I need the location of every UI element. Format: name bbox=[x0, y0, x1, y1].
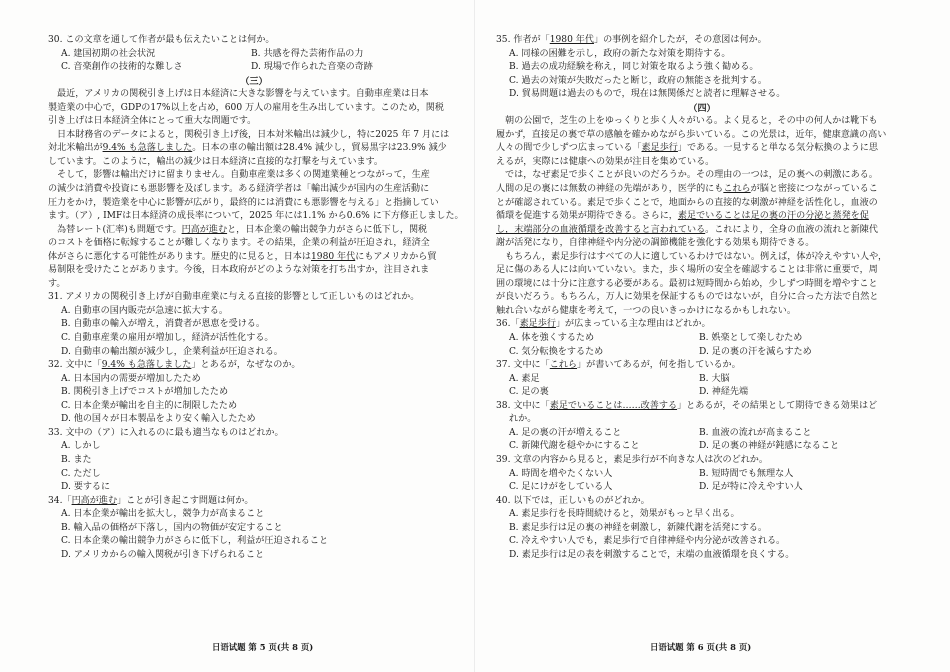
q35-option-d: D. 貿易問題は過去のもので，現在は無関係だと読者に理解させる。 bbox=[509, 89, 786, 100]
page-footer-left: 日语试题 第 5 页(共 8 页) bbox=[212, 642, 314, 652]
passage4-p3-line2: 足に傷のある人には向いていない。また，歩く場所の安全を確認することは非常に重要で，周 bbox=[496, 265, 878, 276]
underlined-sentence-part2: し，末端部分の血液循環を改善すると言われている bbox=[496, 224, 706, 235]
passage3-p2-line1: 日本財務省のデータによると，関税引き上げ後，日本対米輸出は減少し，特に2025 年 7 月には bbox=[57, 129, 450, 140]
q37-stem: 37. 文中に「これら」が書いてあるが，何を指しているか。 bbox=[496, 360, 741, 371]
passage4-p1-line3: 人々の間で少しずつ広まっている「素足歩行」である。一見すると単なる気分転換のように思 bbox=[496, 143, 878, 154]
q40-option-d: D. 素足歩行は足の表を刺激することで，末端の血液循環を良くする。 bbox=[509, 549, 795, 560]
q38-option-d: D. 足の裏の神経が鈍感になること bbox=[699, 441, 840, 452]
q39-option-b: B. 短時間でも無理な人 bbox=[699, 468, 794, 479]
q35-underlined-phrase: 1980 年代 bbox=[549, 35, 594, 45]
right-column bbox=[496, 34, 908, 562]
q31-stem: 31. アメリカの関税引き上げが自動車産業に与える直接的影響として正しいものはどれか。 bbox=[48, 292, 420, 303]
q34-option-d: D. アメリカからの輸入関税が引き下げられること bbox=[61, 549, 265, 560]
q38-option-a: A. 足の裏の汗が増えること bbox=[509, 427, 622, 438]
q35-option-b: B. 過去の成功経験を称え，同じ対策を取るよう強く勧める。 bbox=[509, 62, 759, 73]
q32-option-d: D. 他の国々が日本製品をより安く輸入したため bbox=[61, 414, 256, 425]
passage4-p2-line3: とが確認されている。素足で歩くことで，地面からの直接的な刺激が神経を活性化し，血液の bbox=[496, 197, 878, 208]
q39-options-row1 bbox=[496, 468, 908, 482]
q36-options-row1 bbox=[496, 332, 908, 346]
page-footer-right: 日语试题 第 6 页(共 8 页) bbox=[650, 642, 752, 652]
q36-option-a: A. 体を強くするため bbox=[509, 333, 595, 344]
q40-option-b: B. 素足歩行は足の裏の神経を刺激し，新陳代謝を活発にする。 bbox=[509, 522, 767, 533]
q36-option-d: D. 足の裏の汗を減らすため bbox=[699, 346, 812, 357]
q31-option-c: C. 自動車産業の雇用が増加し，経済が活性化する。 bbox=[61, 333, 274, 344]
passage4-p1-line1: 朝の公園で，芝生の上をゆっくりと歩く人々がいる。よく見ると，その中の何人かは靴下も bbox=[505, 116, 878, 127]
q30-stem: 30. この文章を通して作者が最も伝えたいことは何か。 bbox=[48, 35, 275, 45]
q30-option-b: B. 共感を得た芸術作品の力 bbox=[251, 48, 364, 59]
passage3-p4-line5: す。 bbox=[48, 278, 66, 289]
passage3-p3-line3: 圧力をかけ，製造業を中心に影響が広がり，最終的には消費にも悪影響を与える」と指摘してい bbox=[48, 197, 439, 208]
passage4-p3-line4: が良いだろう。もちろん，万人に効果を保証するものではないが，自分に合った方法で自然と bbox=[496, 292, 879, 303]
passage3-p3-line1: そして，影響は輸出だけに留まりません。自動車産業は多くの関連業種とつながって，生産 bbox=[57, 170, 430, 181]
passage4-p1-line2: 履かず，直接足の裏で草の感触を確かめながら歩いている。この光景は，近年，健康意識の高い bbox=[496, 129, 887, 140]
q39-options-row2 bbox=[496, 481, 908, 495]
underlined-sentence-part1: 素足でいることは足の裏の汗の分泌と蒸発を促 bbox=[677, 211, 869, 222]
q32-underlined-phrase: 9.4% も急落しました bbox=[101, 360, 192, 371]
q38-options-row1 bbox=[496, 427, 908, 441]
q37-option-b: B. 大脳 bbox=[699, 373, 730, 384]
section-3-heading: （三） bbox=[240, 75, 268, 87]
q37-options-row1 bbox=[496, 373, 908, 387]
q39-option-d: D. 足が特に冷えやすい人 bbox=[699, 482, 803, 493]
passage4-p2-line6: 謝が活発になり，自律神経や内分泌の調節機能を強化する効果も期待できる。 bbox=[496, 238, 815, 249]
q32-option-b: B. 関税引き上げでコストが増加したため bbox=[61, 387, 229, 398]
q36-stem: 36.「素足歩行」が広まっている主な理由はどれか。 bbox=[496, 319, 711, 330]
passage4-p1-line4: えるが，実際には健康への効果が注目を集めている。 bbox=[496, 156, 715, 167]
q37-option-d: D. 神経先端 bbox=[699, 387, 749, 398]
q33-option-a: A. しかし bbox=[61, 441, 101, 452]
q33-stem: 33. 文中の（ア）に入れるのに最も適当なものはどれか。 bbox=[48, 427, 284, 438]
q34-option-c: C. 日本企業の輸出競争力がさらに低下し，利益が圧迫されること bbox=[61, 536, 329, 547]
passage3-p2-line2: 対北米輸出が9.4% も急落しました。日本の車の輸出額は28.4% 減少し，貿易黒字は23.9% 減少 bbox=[48, 143, 447, 154]
passage3-p1-line3: 引き上げは日本経済全体にとって重大な問題です。 bbox=[48, 116, 257, 127]
q39-stem: 39. 文章の内容から見ると，素足歩行が不向きな人は次のどれか。 bbox=[496, 454, 768, 465]
q31-option-d: D. 自動車の輸出額が減少し，企業利益が圧迫される。 bbox=[61, 346, 283, 357]
q38-underlined-phrase: 素足でいることは……改善する bbox=[549, 400, 678, 411]
q31-option-a: A. 自動車の国内販売が急速に拡大する。 bbox=[61, 305, 228, 316]
passage4-p2-line1: では，なぜ素足で歩くことが良いのだろうか。その理由の一つは，足の裏への刺激にある。 bbox=[505, 170, 878, 181]
q40-option-a: A. 素足歩行を長時間続けると，効果がもっと早く出る。 bbox=[509, 509, 740, 520]
q30-option-d: D. 現場で作られた音楽の奇跡 bbox=[251, 62, 373, 73]
passage3-p2-line3: しています。このように，輸出の減少は日本経済に直接的な打撃を与えています。 bbox=[48, 156, 384, 167]
q34-option-b: B. 輸入品の価格が下落し，国内の物価が安定すること bbox=[61, 522, 283, 533]
q36-option-c: C. 気分転換をするため bbox=[509, 346, 604, 357]
q37-underlined-phrase: これら bbox=[549, 360, 578, 371]
passage3-p3-line4: ます。（ア）, IMFは日本経済の成長率について，2025 年には1.1% から0.6% に下方修正しました。 bbox=[48, 211, 464, 222]
q31-option-b: B. 自動車の輸入が増え，消費者が恩恵を受ける。 bbox=[61, 319, 265, 330]
q36-options-row2 bbox=[496, 346, 908, 360]
passage3-p1-line1: 最近，アメリカの関税引き上げは日本経済に大きな影響を与えています。自動車産業は日本 bbox=[57, 89, 429, 100]
q33-option-d: D. 要するに bbox=[61, 482, 111, 493]
q39-option-a: A. 時間を増やたくない人 bbox=[509, 468, 613, 479]
q34-stem: 34.「円高が進む」ことが引き起こす問題は何か。 bbox=[48, 495, 254, 506]
passage3-p3-line2: の減少は消費や投資にも悪影響を及ぼします。ある経済学者は「輸出減少が国内の生産活動に bbox=[48, 184, 430, 195]
q38-option-b: B. 血液の流れが高まること bbox=[699, 427, 812, 438]
left-column bbox=[48, 34, 464, 562]
q37-option-c: C. 足の裏 bbox=[509, 387, 549, 398]
q36-option-b: B. 娯楽として楽しむため bbox=[699, 333, 803, 344]
passage4-p2-line5: し，末端部分の血液循環を改善すると言われている。これにより，全身の血液の流れと新陳代 bbox=[496, 224, 878, 235]
q32-option-c: C. 日本企業が輸出を自主的に制限したため bbox=[61, 400, 238, 411]
passage3-p4-line3: 体がさらに悪化する可能性があります。歴史的に見ると，日本は1980 年代にもアメリカから貿 bbox=[48, 251, 437, 262]
q30-option-c: C. 音楽創作の技術的な難しさ bbox=[61, 62, 183, 73]
q34-option-a: A. 日本企業が輸出を拡大し，競争力が高まること bbox=[61, 509, 265, 520]
page-fold-divider bbox=[474, 0, 475, 672]
q38-option-c: C. 新陳代謝を穏やかにすること bbox=[509, 441, 640, 452]
q37-option-a: A. 素足 bbox=[509, 373, 540, 384]
underlined-yen-appreciation: 円高が進む bbox=[181, 224, 228, 235]
q30-options-row2 bbox=[48, 61, 460, 75]
q35-option-c: C. 過去の対策が失敗だったと断じ，政府の無能さを批判する。 bbox=[509, 75, 767, 86]
q36-underlined-phrase: 素足歩行 bbox=[519, 319, 556, 330]
q38-stem: 38. 文中に「素足でいることは……改善する」とあるが，その結果として期待できる効果はど bbox=[496, 400, 878, 411]
passage3-p4-line4: 易制限を受けたことがあります。今後，日本政府がどのような対策を打ち出すか，注目されま bbox=[48, 265, 430, 276]
q35-option-a: A. 同様の困難を示し，政府の新たな対策を期待する。 bbox=[509, 48, 731, 59]
q32-option-a: A. 日本国内の需要が増加したため bbox=[61, 373, 201, 384]
passage3-p4-line1: 為替レート(汇率)も問題です。円高が進むと，日本企業の輸出競争力がさらに低下し，関税 bbox=[57, 224, 428, 235]
section-4-heading: （四） bbox=[688, 102, 716, 114]
q37-options-row2 bbox=[496, 386, 908, 400]
q32-stem: 32. 文中に「9.4% も急落しました」とあるが，なぜなのか。 bbox=[48, 360, 301, 371]
underlined-korera: これら bbox=[723, 184, 751, 195]
underlined-barefoot-walking: 素足歩行 bbox=[641, 143, 678, 154]
passage3-p1-line2: 製造業の中心で，GDPの17%以上を占め，600 万人の雇用を生み出しています。このため，関税 bbox=[48, 102, 444, 113]
q35-stem: 35. 作者が「1980 年代」の事例を紹介したが，その意図は何か。 bbox=[496, 35, 767, 45]
q34-underlined-phrase: 円高が進む bbox=[71, 495, 118, 506]
q39-option-c: C. 足にけがをしている人 bbox=[509, 482, 613, 493]
passage4-p2-line4: 循環を促進する効果が期待できる。さらに，素足でいることは足の裏の汗の分泌と蒸発を促 bbox=[496, 211, 869, 222]
q38-options-row2 bbox=[496, 440, 908, 454]
q33-option-c: C. ただし bbox=[61, 468, 101, 479]
underlined-1980s: 1980 年代 bbox=[311, 251, 356, 262]
passage4-p2-line2: 人間の足の裏には無数の神経の先端があり，医学的にもこれらが脳と密接につながっているこ bbox=[496, 184, 878, 195]
q40-stem: 40. 以下では，正しいものがどれか。 bbox=[496, 495, 650, 506]
underlined-9-4-percent: 9.4% も急落しました bbox=[102, 143, 193, 154]
q30-option-a: A. 建国初期の社会状況 bbox=[61, 48, 156, 59]
passage3-p4-line2: のコストを価格に転嫁することが難しくなります。その結果，企業の利益が圧迫され，経済全 bbox=[48, 238, 430, 249]
q38-stem-line2: れか。 bbox=[509, 414, 537, 425]
passage4-p3-line3: 囲の環境には十分に注意する必要がある。最初は短時間から始め，少しずつ時間を増やすこと bbox=[496, 278, 878, 289]
q30-options-row1 bbox=[48, 48, 460, 62]
passage4-p3-line5: 触れ合いながら健康を考えて，一つの良いきっかけになるかもしれない。 bbox=[496, 305, 796, 316]
q33-option-b: B. また bbox=[61, 454, 92, 465]
passage4-p3-line1: もちろん，素足歩行はすべての人に適しているわけではない。例えば，体が冷えやすい人や， bbox=[505, 251, 888, 262]
q40-option-c: C. 冷えやすい人でも，素足歩行で自律神経や内分泌が改善される。 bbox=[509, 536, 786, 547]
